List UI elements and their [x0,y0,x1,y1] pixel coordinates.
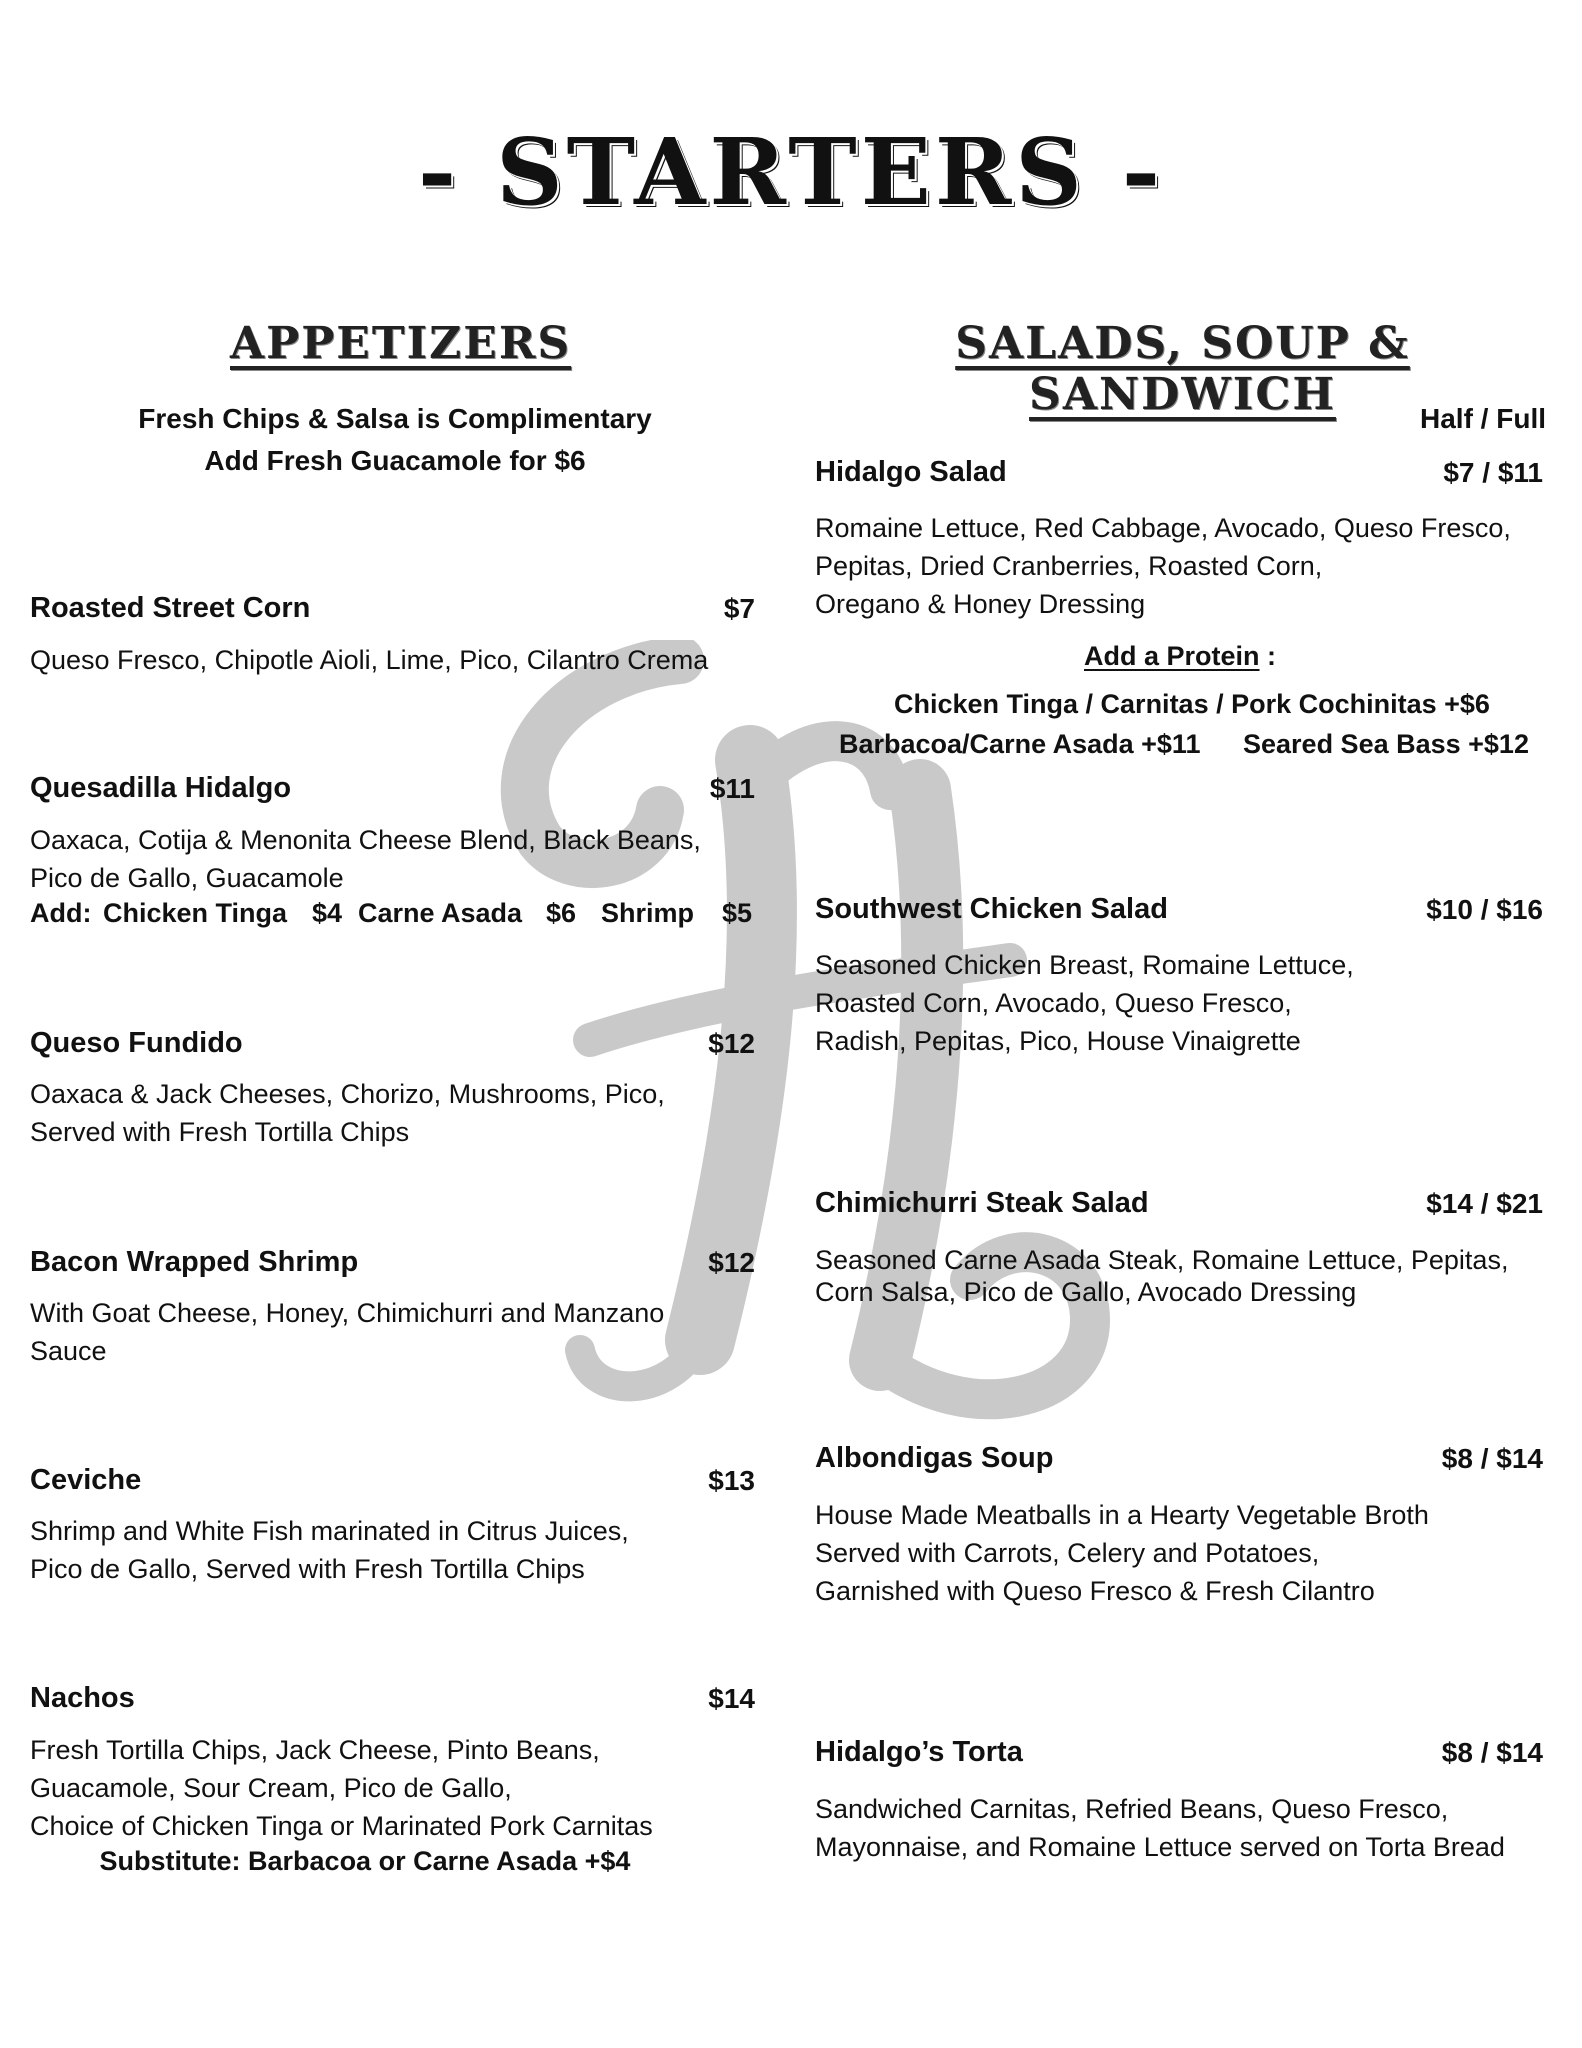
menu-item-description: Roasted Corn, Avocado, Queso Fresco, [815,988,1292,1018]
menu-item-description: Guacamole, Sour Cream, Pico de Gallo, [30,1773,512,1803]
appetizers-heading: APPETIZERS [230,318,572,369]
menu-item-description: Pepitas, Dried Cranberries, Roasted Corn, [815,551,1323,581]
menu-item-price: $12 [708,1247,755,1278]
menu-item-name: Quesadilla Hidalgo [30,772,292,804]
menu-item-description: Sauce [30,1336,107,1366]
menu-item-price: $8 / $14 [1441,1737,1543,1768]
menu-item-description: Oaxaca & Jack Cheeses, Chorizo, Mushrooms, Pico, [30,1079,665,1109]
menu-item-description: Corn Salsa, Pico de Gallo, Avocado Dressing [815,1277,1357,1307]
menu-item-description: Seasoned Carne Asada Steak, Romaine Lettuce, Pepitas, [815,1245,1509,1275]
menu-item-price: $12 [708,1028,755,1059]
menu-item-price: $7 / $11 [1443,457,1543,488]
menu-item-description: Choice of Chicken Tinga or Marinated Pork Carnitas [30,1811,653,1841]
menu-item-price: $13 [708,1465,755,1496]
size-header: Half / Full [1420,403,1546,434]
menu-item-name: Hidalgo Salad [815,456,1007,488]
substitute-note: Substitute: Barbacoa or Carne Asada +$4 [99,1846,631,1876]
menu-item-description: Romaine Lettuce, Red Cabbage, Avocado, Queso Fresco, [815,513,1511,543]
menu-item-price: $14 [708,1683,755,1714]
menu-item-price: $14 / $21 [1426,1188,1543,1219]
menu-item-description: Pico de Gallo, Served with Fresh Tortilla Chips [30,1554,585,1584]
menu-item-description: Seasoned Chicken Breast, Romaine Lettuce, [815,950,1354,980]
menu-item-price: $8 / $14 [1441,1443,1543,1474]
menu-item-name: Albondigas Soup [815,1442,1054,1474]
menu-item-description: Served with Fresh Tortilla Chips [30,1117,410,1147]
protein-options: Seared Sea Bass +$12 [1243,729,1529,759]
addon-option-name: Carne Asada [358,898,523,928]
menu-item-description: Oaxaca, Cotija & Menonita Cheese Blend, Black Beans, [30,825,701,855]
menu-item-description: With Goat Cheese, Honey, Chimichurri and Manzano [30,1298,665,1328]
menu-item-description: Queso Fresco, Chipotle Aioli, Lime, Pico, Cilantro Crema [30,645,709,675]
complimentary-note: Fresh Chips & Salsa is Complimentary [138,403,652,434]
menu-item-description: Sandwiched Carnitas, Refried Beans, Queso Fresco, [815,1794,1449,1824]
menu-item-description: Shrimp and White Fish marinated in Citrus Juices, [30,1516,629,1546]
protein-heading: Add a Protein [1084,641,1260,671]
menu-item-name: Ceviche [30,1464,142,1496]
menu-item-price: $10 / $16 [1426,894,1543,925]
menu-item-description: House Made Meatballs in a Hearty Vegetable Broth [815,1500,1429,1530]
menu-item-description: Served with Carrots, Celery and Potatoes, [815,1538,1320,1568]
addon-option-price: $4 [312,898,343,928]
addon-option-price: $5 [722,898,753,928]
addon-label: Add: [30,898,92,928]
menu-item-description: Fresh Tortilla Chips, Jack Cheese, Pinto Beans, [30,1735,600,1765]
menu-item-name: Nachos [30,1682,135,1714]
addon-option-name: Shrimp [601,898,695,928]
menu-item-price: $11 [709,773,755,804]
addon-option-name: Chicken Tinga [103,898,288,928]
addon-option-price: $6 [546,898,577,928]
protein-heading-colon: : [1267,641,1276,671]
protein-options: Barbacoa/Carne Asada +$11 [839,729,1201,759]
menu-item-name: Hidalgo’s Torta [815,1736,1023,1768]
page-title: - STARTERS - [418,118,1164,226]
menu-item-description: Garnished with Queso Fresco & Fresh Cilantro [815,1576,1375,1606]
menu-item-description: Mayonnaise, and Romaine Lettuce served on Torta Bread [815,1832,1505,1862]
menu-item-description: Pico de Gallo, Guacamole [30,863,344,893]
salads-heading: SALADS, SOUP & SANDWICH [955,318,1410,420]
menu-item-name: Bacon Wrapped Shrimp [30,1246,359,1278]
protein-options: Chicken Tinga / Carnitas / Pork Cochinitas +$6 [894,689,1490,719]
menu-item-price: $7 [723,593,755,624]
menu-item-description: Radish, Pepitas, Pico, House Vinaigrette [815,1026,1301,1056]
menu-item-name: Southwest Chicken Salad [815,893,1168,925]
guacamole-note: Add Fresh Guacamole for $6 [204,445,586,476]
menu-item-description: Oregano & Honey Dressing [815,589,1146,619]
menu-item-name: Roasted Street Corn [30,592,311,624]
menu-item-name: Chimichurri Steak Salad [815,1187,1149,1219]
menu-item-name: Queso Fundido [30,1027,243,1059]
